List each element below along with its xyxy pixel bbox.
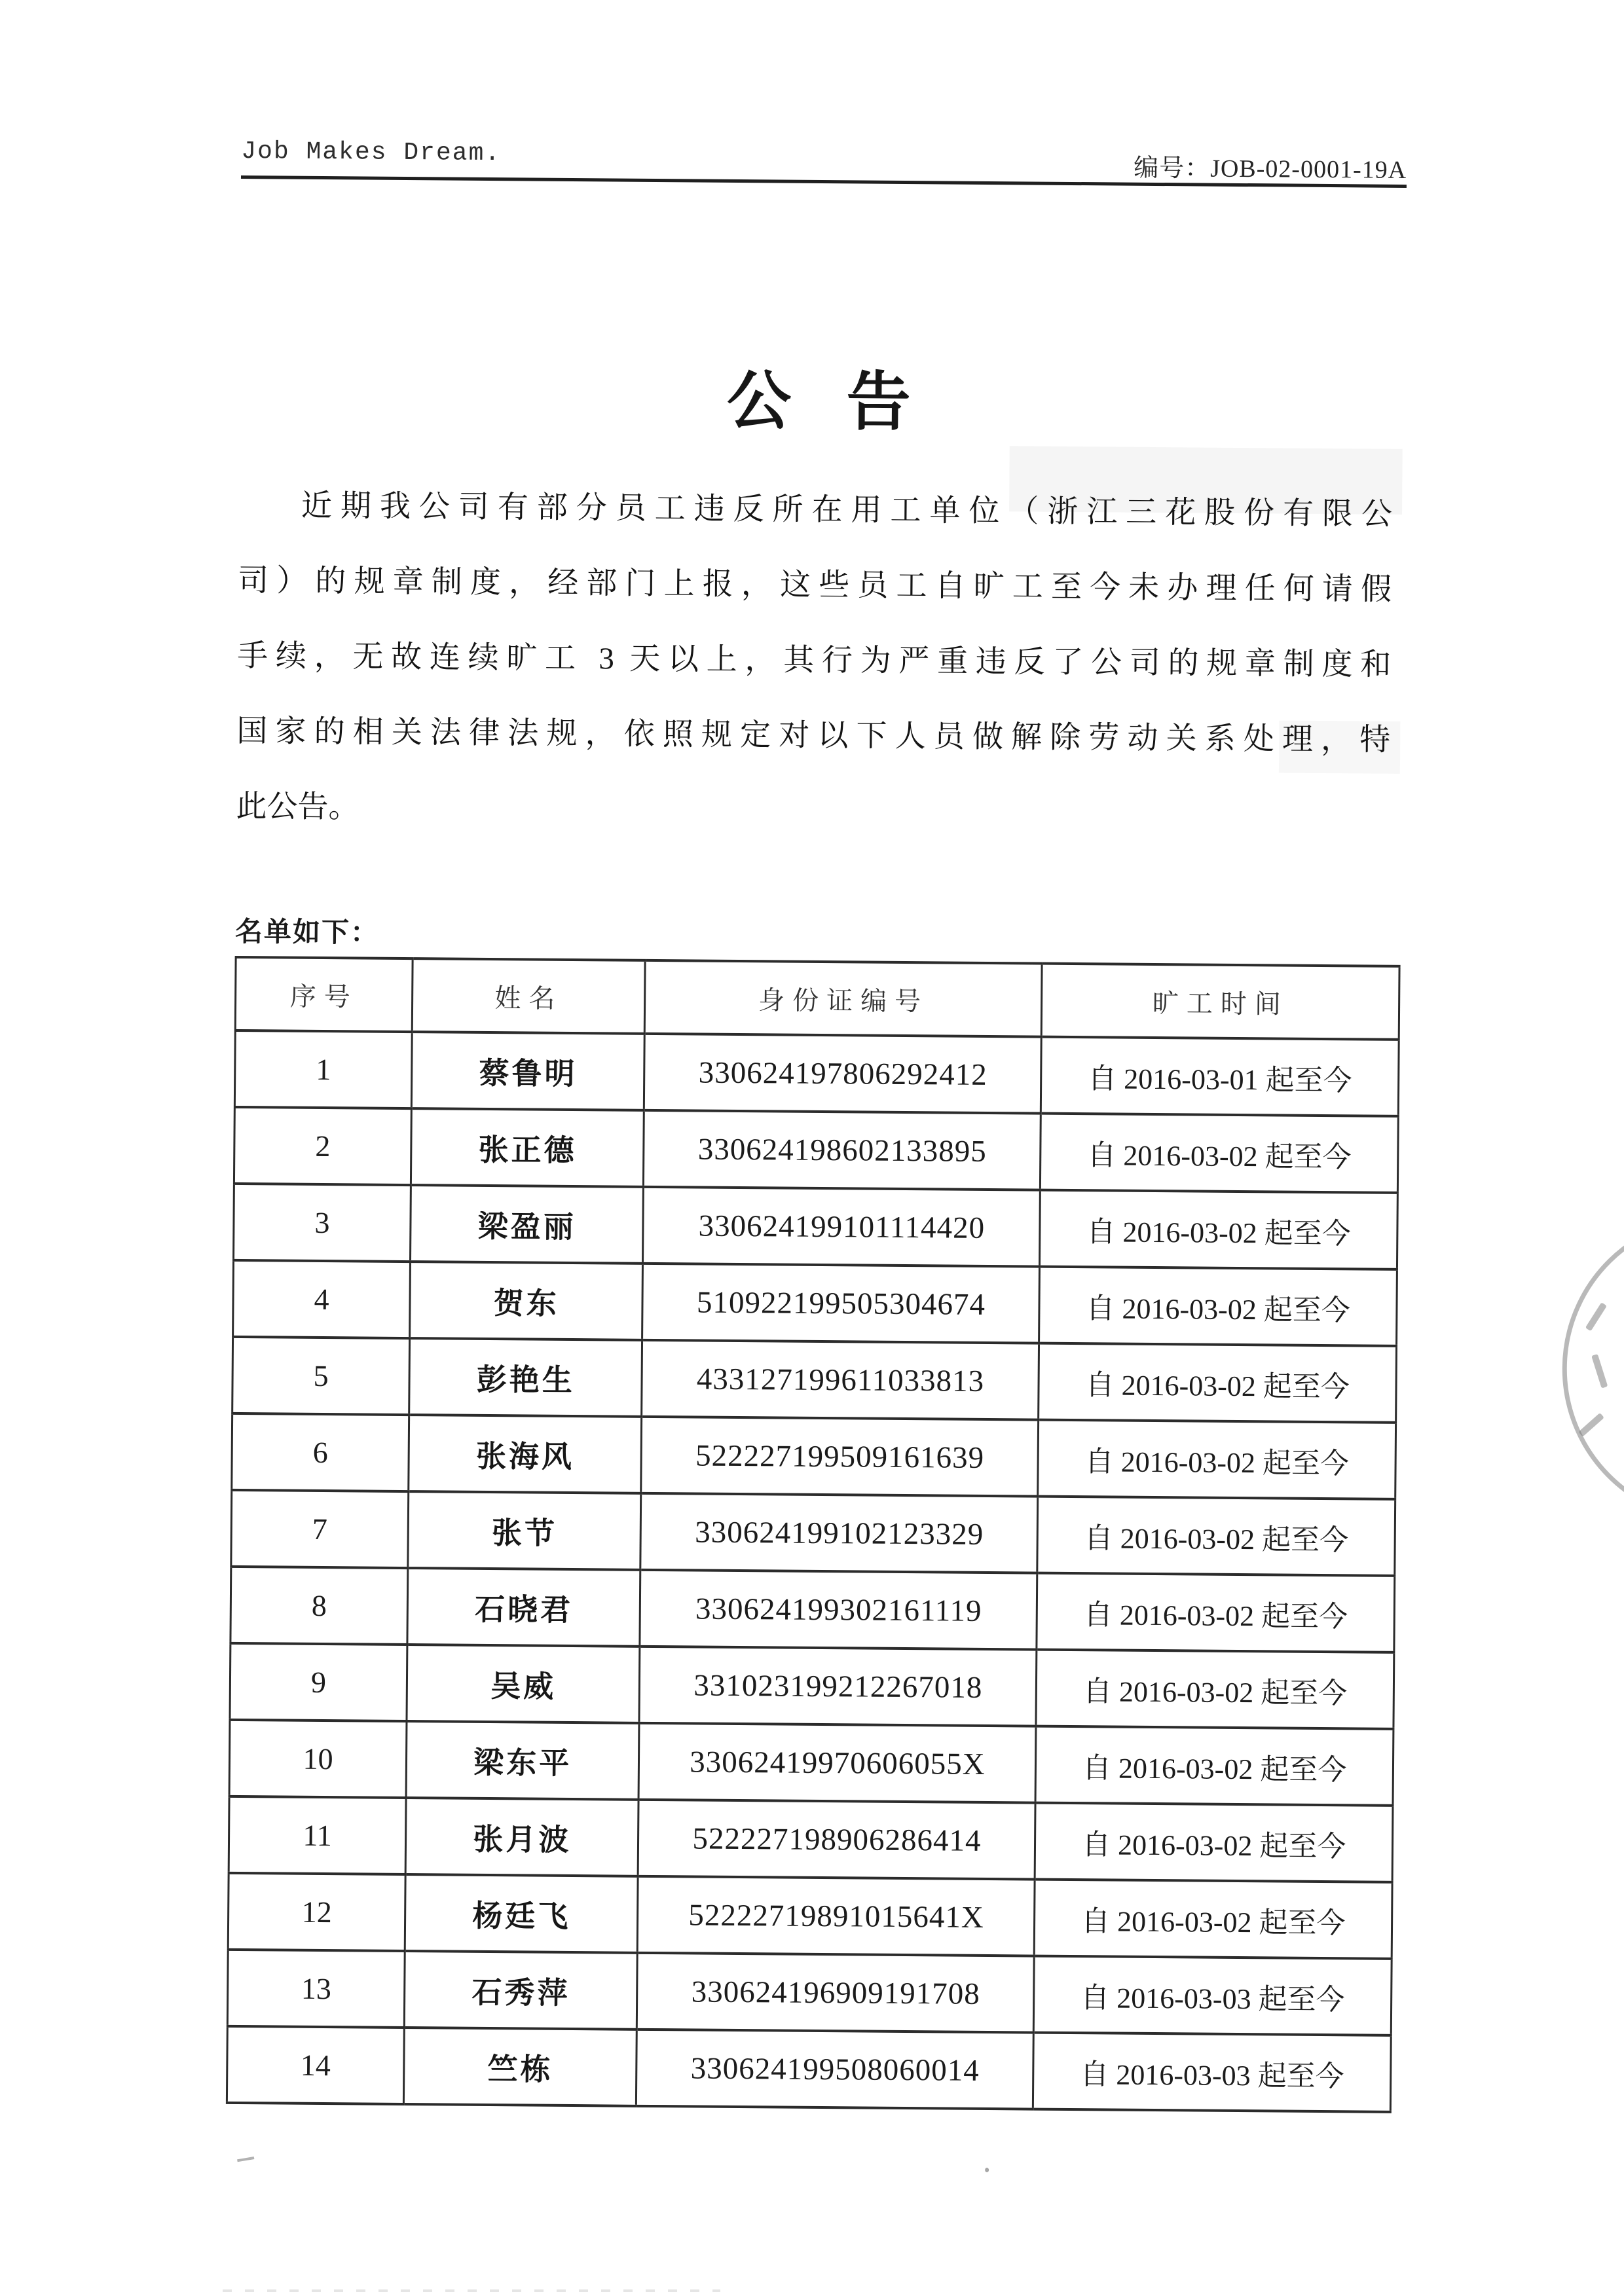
cell-absence-period: 自 2016-03-01 起至今	[1041, 1037, 1399, 1116]
cell-id-number: 331023199212267018	[639, 1647, 1037, 1726]
column-header-seq: 序号	[235, 957, 413, 1032]
cell-seq: 13	[227, 1950, 405, 2028]
table-row	[227, 2026, 1391, 2112]
scan-edge-noise	[223, 2289, 720, 2292]
cell-id-number: 33062419970606055X	[639, 1723, 1037, 1803]
body-line-5: 此公告。	[236, 789, 360, 825]
cell-name: 梁东平	[406, 1721, 639, 1800]
cell-absence-period: 自 2016-03-03 起至今	[1033, 2033, 1391, 2112]
cell-seq: 11	[229, 1796, 406, 1874]
table-row	[232, 1413, 1396, 1499]
table-row	[234, 1184, 1398, 1269]
cell-seq: 3	[234, 1184, 411, 1262]
table-row	[229, 1720, 1393, 1806]
scan-artifact-speck	[985, 2168, 989, 2172]
list-intro-label: 名单如下：	[234, 915, 380, 948]
cell-name: 杨廷飞	[405, 1874, 638, 1953]
cell-seq: 4	[233, 1260, 411, 1338]
cell-name: 张节	[408, 1491, 641, 1570]
table-row	[228, 1873, 1392, 1959]
cell-absence-period: 自 2016-03-02 起至今	[1035, 1880, 1392, 1959]
cell-absence-period: 自 2016-03-03 起至今	[1034, 1956, 1392, 2035]
cell-seq: 1	[234, 1030, 412, 1108]
table-row	[230, 1643, 1394, 1729]
cell-name: 石晓君	[407, 1568, 640, 1647]
cell-id-number: 510922199505304674	[642, 1264, 1040, 1343]
body-line-2: 司）的规章制度，经部门上报，这些员工自旷工至今未办理任何请假	[237, 563, 1392, 607]
cell-name: 竺栋	[403, 2028, 637, 2106]
table-row	[233, 1260, 1397, 1346]
column-header-absence-period: 旷工时间	[1042, 964, 1399, 1040]
cell-name: 张月波	[405, 1798, 638, 1876]
table-row	[231, 1567, 1395, 1652]
cell-absence-period: 自 2016-03-02 起至今	[1037, 1573, 1394, 1652]
scan-artifact-dash	[237, 2157, 254, 2162]
cell-name: 张正德	[411, 1108, 644, 1187]
body-line-1: 近期我公司有部分员工违反所在用工单位（浙江三花股份有限公	[301, 488, 1393, 532]
table-row	[227, 1950, 1392, 2035]
company-slogan: Job Makes Dream.	[241, 137, 502, 168]
cell-id-number: 330624196909191708	[637, 1953, 1035, 2033]
cell-name: 蔡鲁明	[411, 1032, 644, 1110]
cell-id-number: 52222719891015641X	[638, 1876, 1035, 1956]
column-header-id-number: 身份证编号	[645, 960, 1043, 1037]
page-title: 公 告	[726, 366, 917, 439]
cell-name: 张海风	[409, 1415, 642, 1493]
cell-absence-period: 自 2016-03-02 起至今	[1040, 1190, 1397, 1269]
cell-seq: 5	[232, 1337, 410, 1415]
termination-list-table	[226, 956, 1401, 2113]
body-line-3: 手续，无故连续旷工 3 天以上，其行为严重违反了公司的规章制度和	[237, 638, 1392, 682]
cell-absence-period: 自 2016-03-02 起至今	[1039, 1267, 1397, 1346]
cell-absence-period: 自 2016-03-02 起至今	[1035, 1726, 1393, 1806]
partial-seal-stamp	[1561, 1214, 1624, 1524]
cell-absence-period: 自 2016-03-02 起至今	[1041, 1114, 1398, 1193]
table-row	[234, 1107, 1398, 1193]
cell-seq: 6	[232, 1413, 409, 1491]
cell-id-number: 330624199302161119	[640, 1570, 1037, 1650]
cell-id-number: 330624199508060014	[637, 2030, 1034, 2109]
table-row	[231, 1490, 1395, 1576]
cell-name: 石秀萍	[404, 1951, 637, 2030]
cell-id-number: 330624198602133895	[644, 1110, 1041, 1190]
document-number: 编号：JOB-02-0001-19A	[1133, 154, 1407, 184]
cell-name: 彭艳生	[409, 1338, 642, 1417]
cell-seq: 12	[228, 1873, 405, 1951]
body-line-4: 国家的相关法律法规，依照规定对以下人员做解除劳动关系处理，特	[236, 714, 1391, 757]
cell-name: 贺东	[410, 1262, 643, 1340]
cell-id-number: 330624197806292412	[644, 1034, 1042, 1114]
cell-name: 吴威	[407, 1645, 640, 1723]
cell-name: 梁盈丽	[411, 1185, 644, 1264]
cell-id-number: 433127199611033813	[642, 1340, 1039, 1420]
cell-seq: 14	[227, 2026, 404, 2104]
column-header-name: 姓名	[412, 958, 645, 1034]
cell-id-number: 522227198906286414	[638, 1800, 1036, 1880]
cell-absence-period: 自 2016-03-02 起至今	[1038, 1420, 1395, 1499]
cell-absence-period: 自 2016-03-02 起至今	[1039, 1343, 1396, 1423]
table-row	[229, 1796, 1393, 1882]
cell-absence-period: 自 2016-03-02 起至今	[1036, 1650, 1393, 1729]
table-row	[232, 1337, 1397, 1423]
cell-id-number: 522227199509161639	[641, 1417, 1039, 1497]
cell-seq: 2	[234, 1107, 411, 1185]
cell-id-number: 330624199102123329	[640, 1493, 1038, 1573]
cell-seq: 8	[231, 1567, 408, 1645]
cell-seq: 9	[230, 1643, 407, 1721]
table-row	[234, 1030, 1399, 1116]
cell-seq: 7	[231, 1490, 409, 1568]
table-header-row	[235, 957, 1399, 1040]
cell-absence-period: 自 2016-03-02 起至今	[1037, 1497, 1395, 1576]
cell-id-number: 330624199101114420	[643, 1187, 1041, 1267]
cell-absence-period: 自 2016-03-02 起至今	[1035, 1803, 1393, 1882]
cell-seq: 10	[229, 1720, 407, 1798]
